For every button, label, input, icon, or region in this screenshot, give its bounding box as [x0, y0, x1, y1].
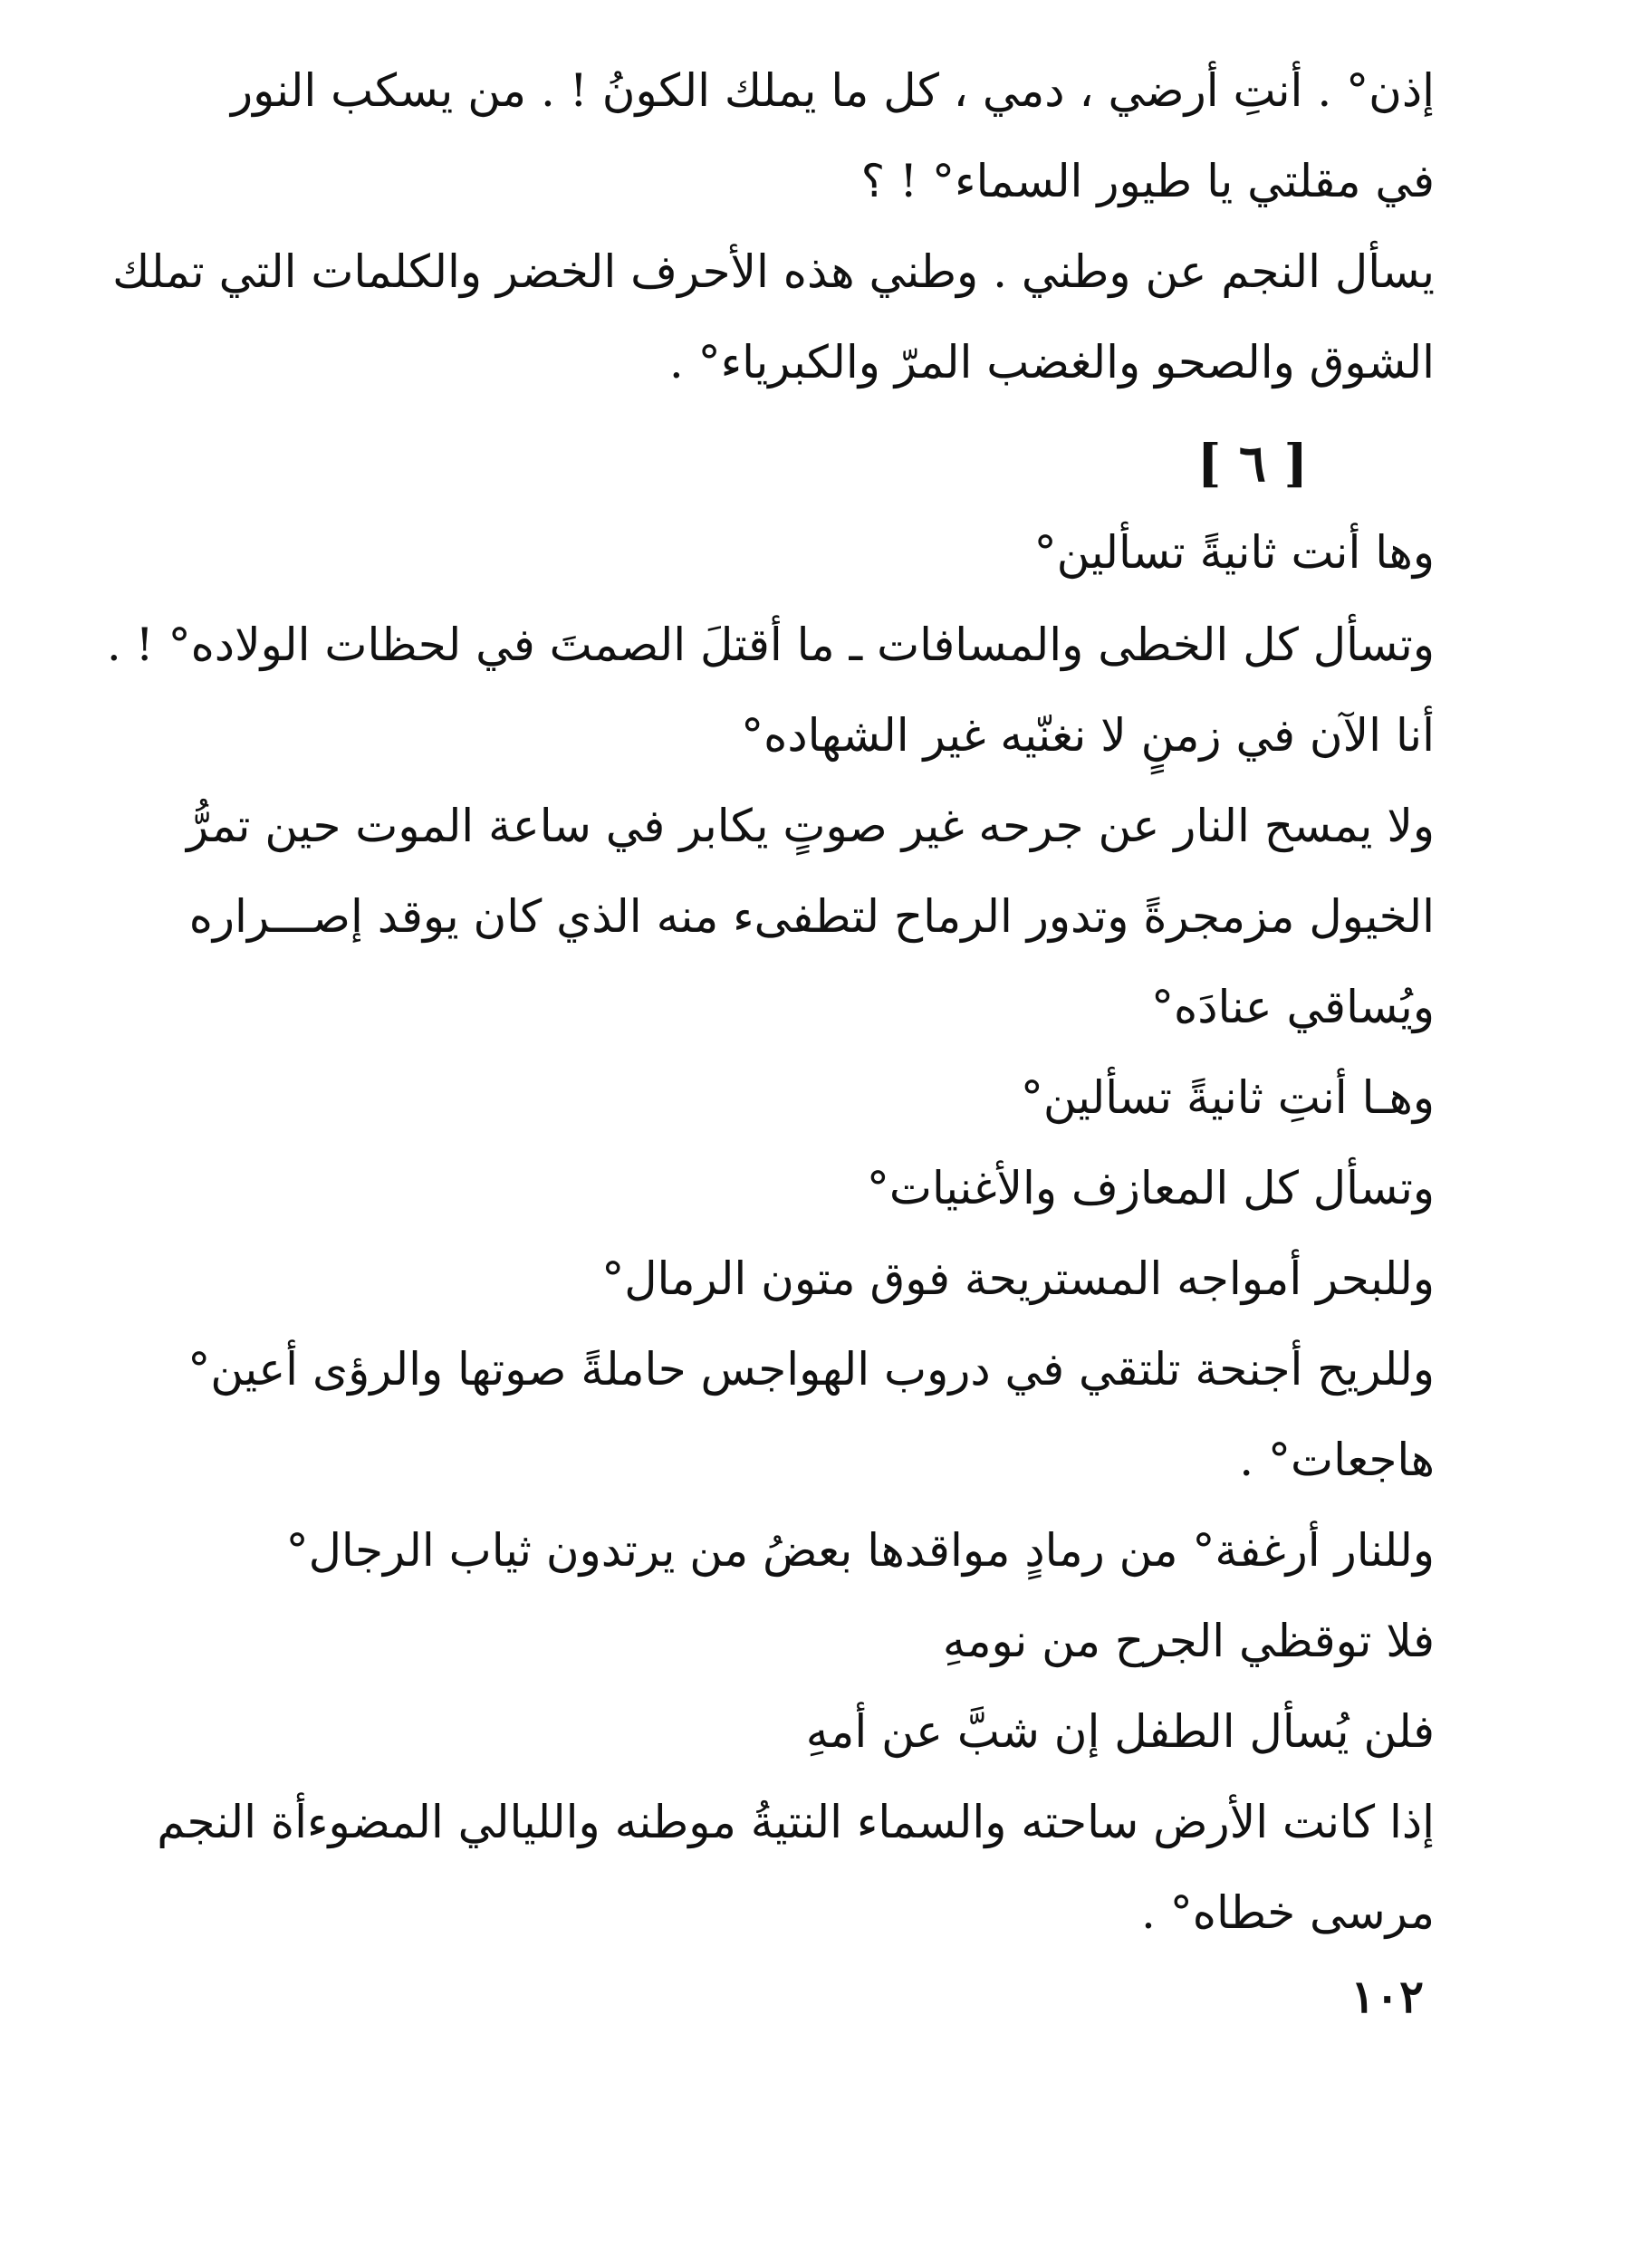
text-line: إذا كانت الأرض ساحته والسماء النتيةُ موطنه والليالي المضوءأة النجم — [157, 1796, 1435, 1848]
text-line: مرسى خطاه° . — [1141, 1886, 1435, 1939]
text-line: الشوق والصحو والغضب المرّ والكبرياء° . — [668, 336, 1435, 389]
text-line: ولا يمسح النار عن جرحه غير صوتٍ يكابر في ساعة الموت حين تمرُّ — [187, 800, 1435, 852]
page-number: ١٠٢ — [1350, 1970, 1424, 2023]
text-line: الخيول مزمجرةً وتدور الرماح لتطفىء منه الذي كان يوقد إصـــراره — [188, 890, 1435, 943]
text-line: وتسأل كل المعازف والأغنيات° — [866, 1162, 1435, 1214]
text-line: وللريح أجنحة تلتقي في دروب الهواجس حاملةً صوتها والرؤى أعين° — [187, 1343, 1435, 1396]
text-line: يسأل النجم عن وطني . وطني هذه الأحرف الخضر والكلمات التي تملك — [112, 245, 1435, 298]
text-line: وللنار أرغفة° من رمادٍ مواقدها بعضُ من يرتدون ثياب الرجال° — [285, 1524, 1435, 1577]
text-line: إذن° . أنتِ أرضي ، دمي ، كل ما يملك الكونُ ! . من يسكب النور — [231, 64, 1435, 117]
text-line: وللبحر أمواجه المستريحة فوق متون الرمال° — [601, 1252, 1435, 1305]
text-line: في مقلتي يا طيور السماء° ! ؟ — [860, 155, 1435, 207]
text-line: هاجعات° . — [1239, 1434, 1435, 1486]
section-heading: [ ٦ ] — [1196, 434, 1308, 494]
text-line: فلن يُسأل الطفل إن شبَّ عن أمهِ — [805, 1705, 1435, 1758]
text-line: وتسأل كل الخطى والمسافات ـ ما أقتلَ الصمتَ في لحظات الولاده° ! . — [106, 619, 1435, 671]
text-line: أنا الآن في زمنٍ لا نغنّيه غير الشهاده° — [741, 709, 1435, 762]
text-line: وهـا أنتِ ثانيةً تسألين° — [1020, 1071, 1435, 1124]
text-line: فلا توقظي الجرح من نومهِ — [942, 1615, 1435, 1667]
text-line: ويُساقي عنادَه° — [1151, 981, 1435, 1033]
text-line: وها أنت ثانيةً تسألين° — [1033, 526, 1435, 579]
